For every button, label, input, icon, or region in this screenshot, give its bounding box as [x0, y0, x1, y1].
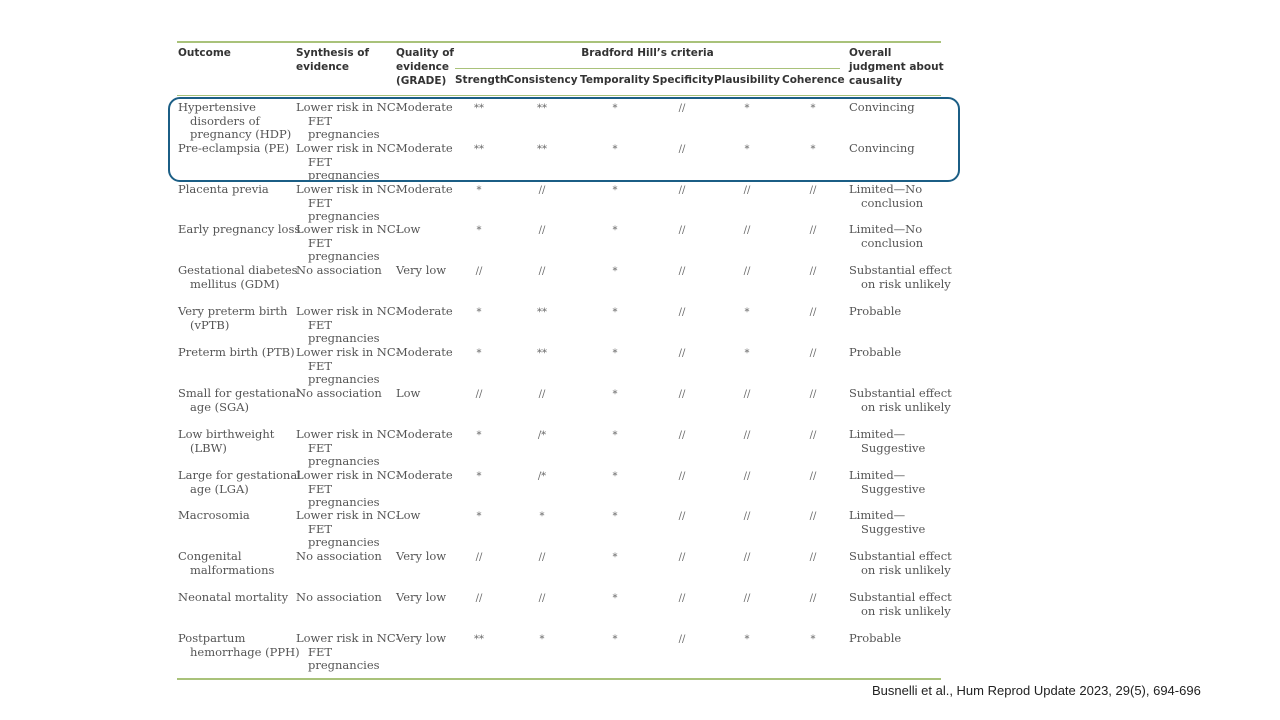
cell-judgment: Probable: [849, 345, 902, 359]
cell-strength: //: [475, 389, 483, 400]
cell-judgment: Limited—Suggestive: [849, 508, 926, 536]
cell-temporality: *: [612, 593, 618, 604]
causality-highlight-box: [168, 97, 960, 182]
cell-synthesis: No association: [296, 549, 382, 563]
cell-specificity: //: [678, 552, 686, 563]
cell-coherence: //: [809, 471, 817, 482]
cell-consistency: **: [537, 307, 547, 318]
cell-plausibility: //: [743, 185, 751, 196]
cell-synthesis: Lower risk in NC-FET pregnancies: [296, 427, 400, 469]
cell-judgment: Substantial effect on risk unlikely: [849, 263, 952, 291]
cell-judgment: Limited—Suggestive: [849, 468, 926, 496]
cell-strength: //: [475, 552, 483, 563]
cell-temporality: *: [612, 389, 618, 400]
cell-outcome: Very preterm birth (vPTB): [178, 304, 288, 332]
cell-plausibility: //: [743, 552, 751, 563]
cell-plausibility: *: [744, 144, 750, 155]
cell-quality: Moderate: [396, 100, 453, 114]
cell-synthesis: No association: [296, 386, 382, 400]
cell-quality: Very low: [396, 631, 447, 645]
cell-specificity: //: [678, 185, 686, 196]
cell-judgment: Probable: [849, 304, 902, 318]
cell-judgment: Substantial effect on risk unlikely: [849, 590, 952, 618]
cell-judgment: Substantial effect on risk unlikely: [849, 549, 952, 577]
cell-outcome: Small for gestational age (SGA): [178, 386, 300, 414]
cell-coherence: //: [809, 348, 817, 359]
citation: Busnelli et al., Hum Reprod Update 2023, 29(5), 694-696: [872, 683, 1201, 698]
cell-consistency: //: [538, 552, 546, 563]
cell-temporality: *: [612, 634, 618, 645]
cell-synthesis: Lower risk in NC-FET pregnancies: [296, 631, 400, 673]
cell-specificity: //: [678, 348, 686, 359]
cell-consistency: //: [538, 389, 546, 400]
cell-outcome: Gestational diabetes mellitus (GDM): [178, 263, 298, 291]
cell-coherence: //: [809, 185, 817, 196]
cell-temporality: *: [612, 185, 618, 196]
cell-quality: Moderate: [396, 141, 453, 155]
cell-synthesis: Lower risk in NC-FET pregnancies: [296, 100, 400, 142]
cell-strength: *: [476, 348, 482, 359]
cell-coherence: *: [810, 634, 816, 645]
header-specificity: Specificity: [652, 74, 714, 86]
cell-coherence: //: [809, 307, 817, 318]
cell-strength: *: [476, 511, 482, 522]
cell-specificity: //: [678, 430, 686, 441]
cell-outcome: Congenital malformations: [178, 549, 275, 577]
cell-synthesis: Lower risk in NC-FET pregnancies: [296, 182, 400, 224]
cell-consistency: //: [538, 593, 546, 604]
cell-strength: //: [475, 266, 483, 277]
table-bottom-rule: [177, 678, 941, 680]
cell-synthesis: Lower risk in NC-FET pregnancies: [296, 141, 400, 183]
cell-outcome: Neonatal mortality: [178, 590, 289, 604]
cell-coherence: *: [810, 144, 816, 155]
cell-consistency: //: [538, 185, 546, 196]
cell-consistency: //: [538, 225, 546, 236]
cell-temporality: *: [612, 348, 618, 359]
cell-temporality: *: [612, 471, 618, 482]
header-consistency: Consistency: [506, 74, 578, 86]
cell-plausibility: *: [744, 348, 750, 359]
cell-coherence: //: [809, 389, 817, 400]
cell-strength: **: [474, 634, 484, 645]
header-strength: Strength: [455, 74, 508, 86]
cell-judgment: Limited—No conclusion: [849, 182, 924, 210]
cell-consistency: **: [537, 103, 547, 114]
cell-outcome: Preterm birth (PTB): [178, 345, 295, 359]
cell-outcome: Placenta previa: [178, 182, 269, 196]
cell-outcome: Pre-eclampsia (PE): [178, 141, 290, 155]
cell-synthesis: No association: [296, 263, 382, 277]
cell-coherence: //: [809, 225, 817, 236]
cell-synthesis: Lower risk in NC-FET pregnancies: [296, 468, 400, 510]
cell-plausibility: *: [744, 103, 750, 114]
table-top-rule: [177, 41, 941, 43]
cell-specificity: //: [678, 471, 686, 482]
cell-consistency: /*: [537, 430, 547, 441]
cell-strength: **: [474, 144, 484, 155]
cell-quality: Moderate: [396, 182, 453, 196]
cell-specificity: //: [678, 103, 686, 114]
table-header-rule: [177, 95, 941, 96]
cell-consistency: *: [539, 511, 545, 522]
cell-specificity: //: [678, 593, 686, 604]
header-coherence: Coherence: [782, 74, 845, 86]
header-temporality: Temporality: [580, 74, 650, 86]
cell-synthesis: Lower risk in NC-FET pregnancies: [296, 304, 400, 346]
cell-judgment: Probable: [849, 631, 902, 645]
cell-consistency: *: [539, 634, 545, 645]
cell-strength: *: [476, 225, 482, 236]
cell-coherence: //: [809, 511, 817, 522]
cell-synthesis: Lower risk in NC-FET pregnancies: [296, 345, 400, 387]
bradford-header-rule: [455, 68, 840, 69]
cell-quality: Low: [396, 508, 421, 522]
cell-specificity: //: [678, 634, 686, 645]
cell-coherence: *: [810, 103, 816, 114]
cell-quality: Moderate: [396, 304, 453, 318]
cell-strength: *: [476, 430, 482, 441]
cell-quality: Very low: [396, 590, 447, 604]
header-bradford: Bradford Hill’s criteria: [581, 47, 714, 59]
cell-strength: *: [476, 185, 482, 196]
cell-quality: Low: [396, 386, 421, 400]
cell-coherence: //: [809, 430, 817, 441]
cell-outcome: Hypertensive disorders of pregnancy (HDP): [178, 100, 292, 142]
cell-quality: Low: [396, 222, 421, 236]
cell-specificity: //: [678, 266, 686, 277]
cell-outcome: Macrosomia: [178, 508, 250, 522]
cell-quality: Moderate: [396, 345, 453, 359]
cell-plausibility: *: [744, 634, 750, 645]
cell-plausibility: //: [743, 593, 751, 604]
cell-plausibility: //: [743, 225, 751, 236]
cell-synthesis: No association: [296, 590, 382, 604]
header-outcome: Outcome: [178, 47, 231, 59]
cell-judgment: Limited—No conclusion: [849, 222, 924, 250]
cell-outcome: Early pregnancy loss: [178, 222, 301, 236]
cell-coherence: //: [809, 552, 817, 563]
cell-consistency: **: [537, 348, 547, 359]
cell-temporality: *: [612, 266, 618, 277]
cell-synthesis: Lower risk in NC-FET pregnancies: [296, 508, 400, 550]
header-judgment: Overall judgment about causality: [849, 47, 944, 87]
cell-quality: Very low: [396, 263, 447, 277]
cell-plausibility: //: [743, 511, 751, 522]
cell-judgment: Substantial effect on risk unlikely: [849, 386, 952, 414]
cell-outcome: Large for gestational age (LGA): [178, 468, 301, 496]
cell-plausibility: //: [743, 389, 751, 400]
cell-temporality: *: [612, 144, 618, 155]
cell-coherence: //: [809, 266, 817, 277]
cell-plausibility: *: [744, 307, 750, 318]
cell-consistency: /*: [537, 471, 547, 482]
cell-judgment: Convincing: [849, 141, 915, 155]
cell-specificity: //: [678, 389, 686, 400]
cell-temporality: *: [612, 552, 618, 563]
header-plausibility: Plausibility: [714, 74, 780, 86]
header-quality: Quality of evidence (GRADE): [396, 47, 454, 87]
cell-temporality: *: [612, 430, 618, 441]
cell-temporality: *: [612, 225, 618, 236]
cell-plausibility: //: [743, 471, 751, 482]
cell-consistency: **: [537, 144, 547, 155]
cell-outcome: Postpartum hemorrhage (PPH): [178, 631, 300, 659]
cell-specificity: //: [678, 511, 686, 522]
cell-specificity: //: [678, 144, 686, 155]
cell-strength: **: [474, 103, 484, 114]
cell-quality: Moderate: [396, 427, 453, 441]
cell-plausibility: //: [743, 430, 751, 441]
header-synthesis: Synthesis of evidence: [296, 47, 370, 73]
cell-outcome: Low birthweight (LBW): [178, 427, 275, 455]
cell-coherence: //: [809, 593, 817, 604]
cell-judgment: Convincing: [849, 100, 915, 114]
cell-strength: *: [476, 471, 482, 482]
cell-synthesis: Lower risk in NC-FET pregnancies: [296, 222, 400, 264]
cell-temporality: *: [612, 511, 618, 522]
cell-judgment: Limited—Suggestive: [849, 427, 926, 455]
cell-strength: *: [476, 307, 482, 318]
cell-quality: Moderate: [396, 468, 453, 482]
cell-specificity: //: [678, 225, 686, 236]
cell-specificity: //: [678, 307, 686, 318]
cell-plausibility: //: [743, 266, 751, 277]
cell-temporality: *: [612, 103, 618, 114]
cell-quality: Very low: [396, 549, 447, 563]
cell-temporality: *: [612, 307, 618, 318]
cell-strength: //: [475, 593, 483, 604]
cell-consistency: //: [538, 266, 546, 277]
